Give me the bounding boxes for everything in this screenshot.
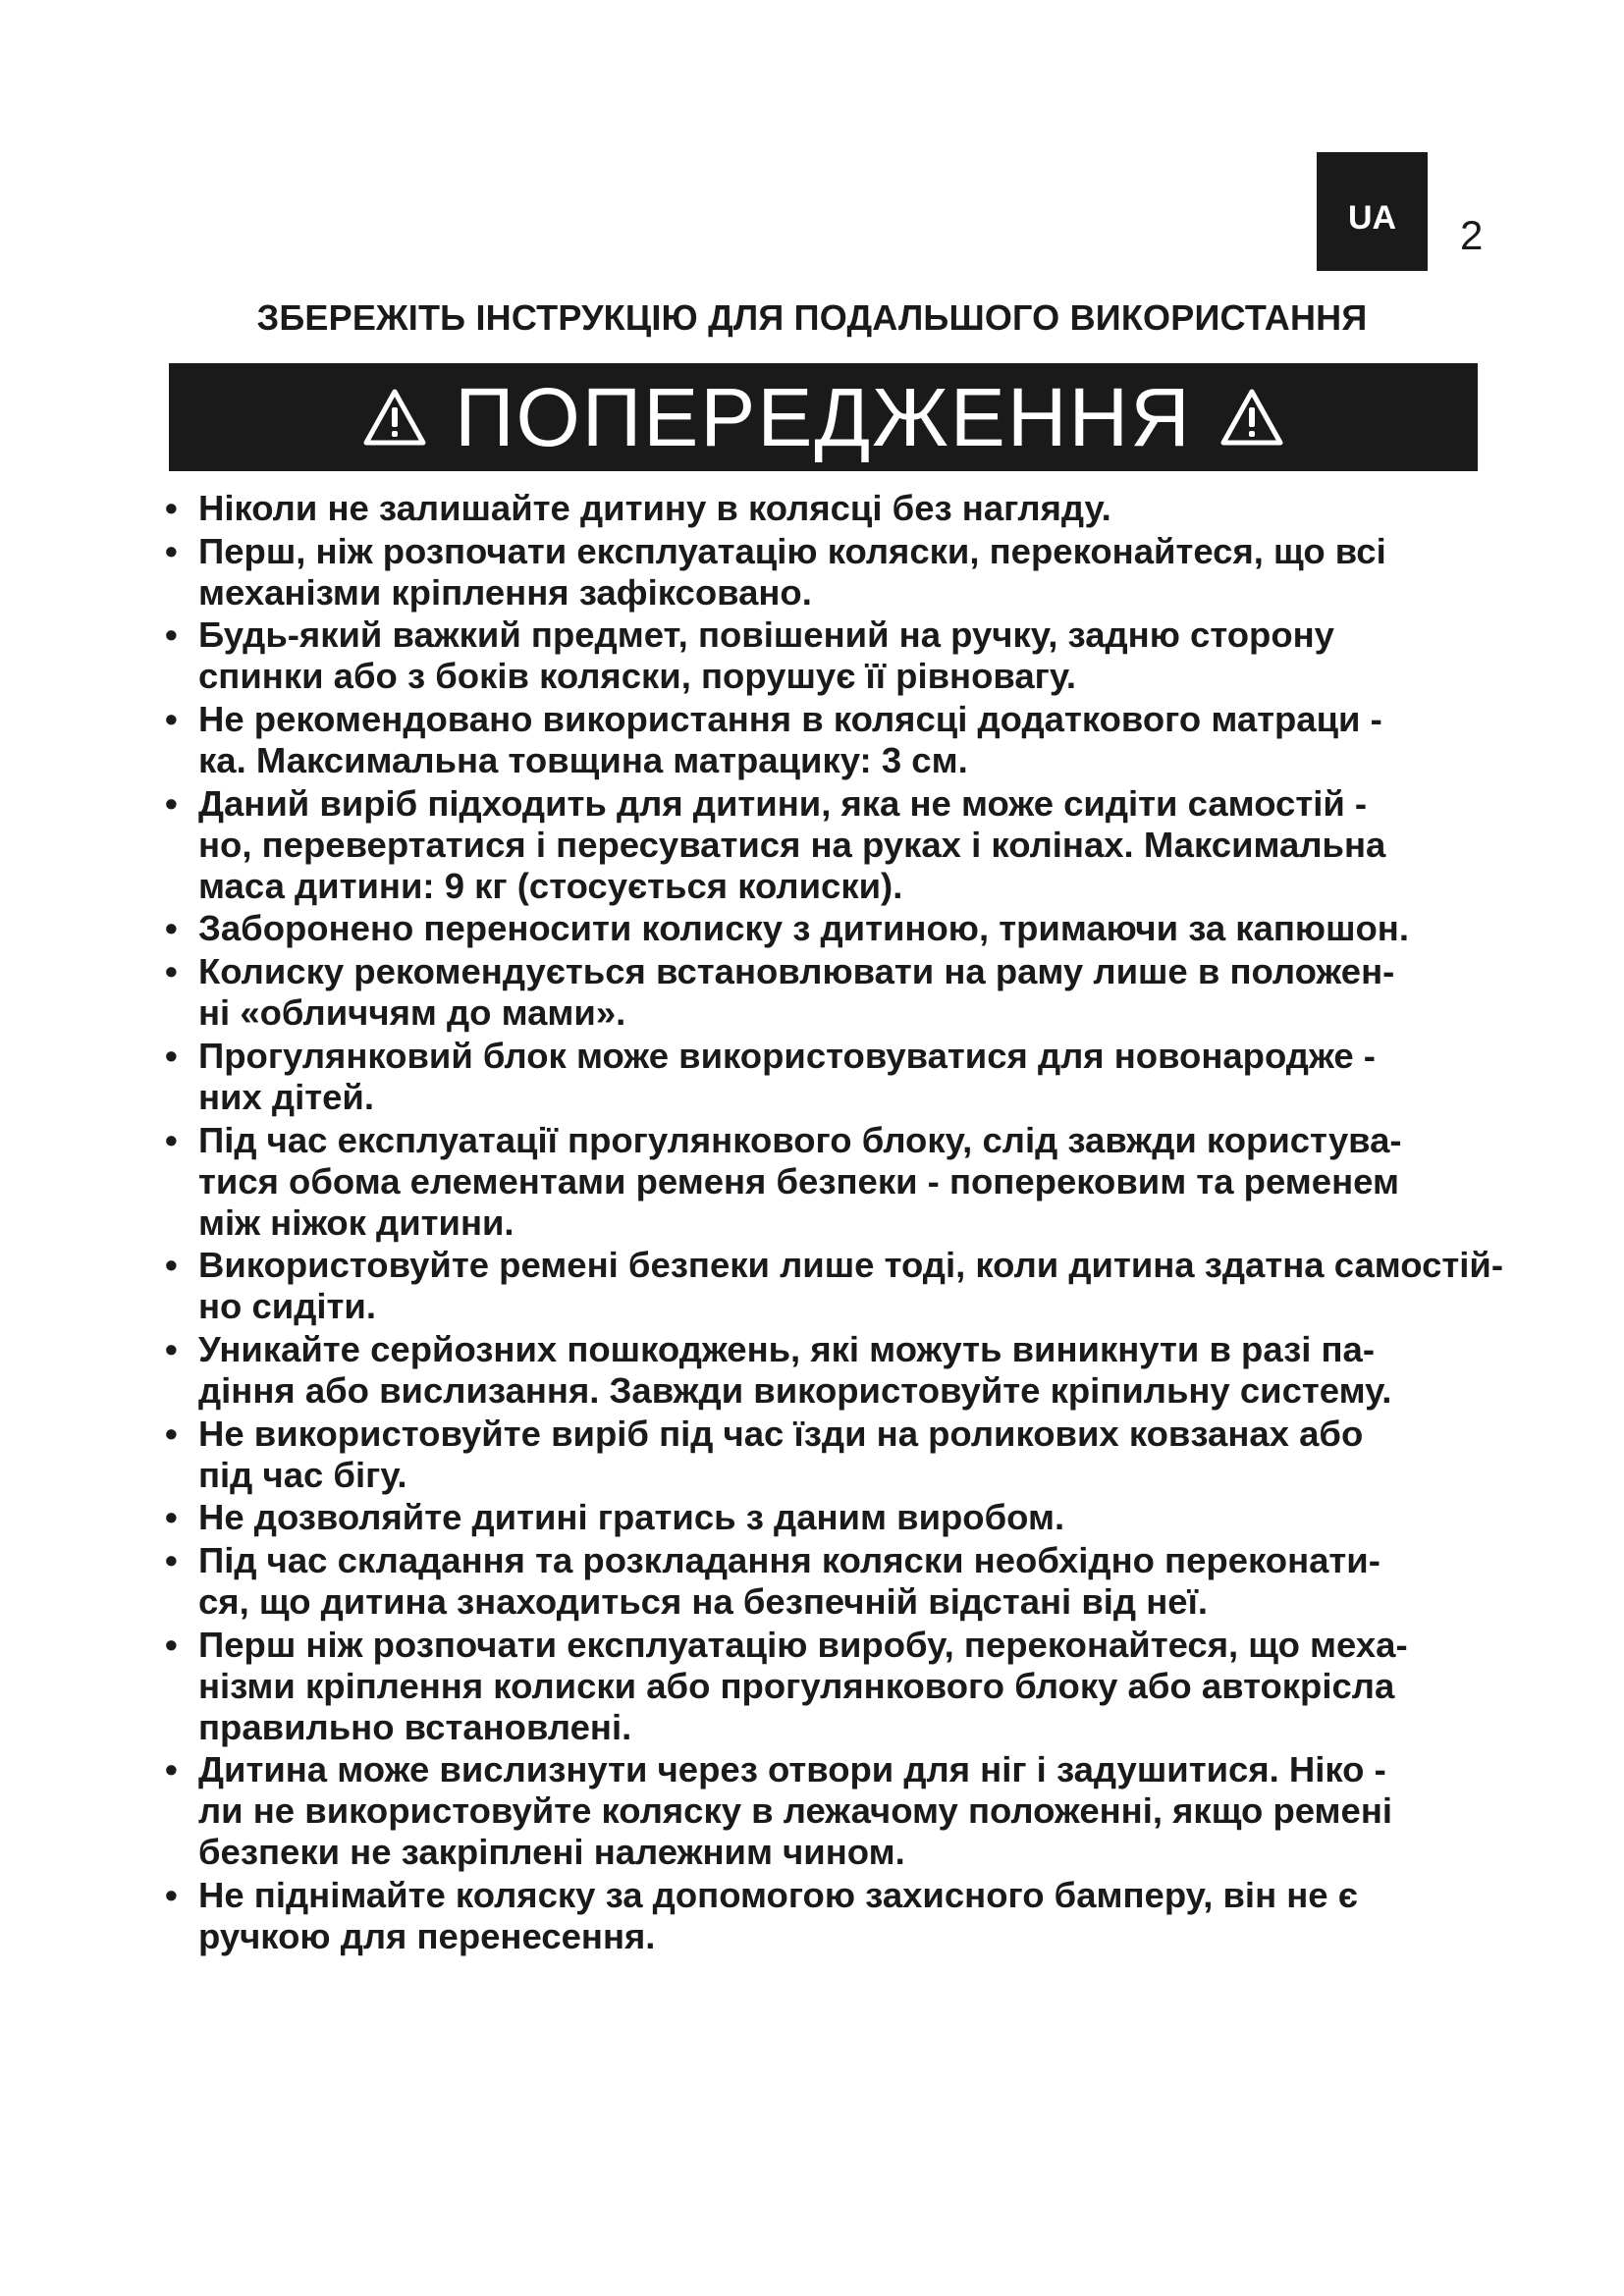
warning-item-line: Не рекомендовано використання в колясці додаткового матраци - (198, 699, 1382, 740)
warning-triangle-icon (362, 388, 427, 447)
warning-item-line: між ніжок дитини. (198, 1201, 514, 1243)
warning-item-line: но сидіти. (198, 1286, 376, 1327)
warning-item (165, 1414, 1492, 1496)
warning-item-line: тися обома елементами ременя безпеки - поперековим та ременем (198, 1160, 1399, 1201)
warning-item-line: ли не використовуйте коляску в лежачому положенні, якщо ремені (198, 1790, 1393, 1832)
warning-item (165, 1120, 1492, 1244)
bullet-point: • (165, 1035, 178, 1076)
warning-item (165, 783, 1492, 907)
warning-item-line: нізми кріплення колиски або прогулянкового блоку або автокрісла (198, 1665, 1395, 1706)
warning-item-line: Не піднімайте коляску за допомогою захисного бамперу, він не є (198, 1875, 1358, 1915)
warning-item-line: Колиску рекомендується встановлювати на раму лише в положен- (198, 951, 1395, 992)
warning-banner (169, 363, 1478, 471)
warning-item-line: правильно встановлені. (198, 1706, 632, 1747)
warning-item-line: Під час складання та розкладання коляски необхідно переконати- (198, 1539, 1380, 1580)
bullet-point: • (165, 1245, 178, 1286)
warning-item-line: но, перевертатися і пересуватися на руках і колінах. Максимальна (198, 824, 1386, 865)
warning-item (165, 1749, 1492, 1873)
warning-list (165, 488, 1504, 1959)
bullet-point: • (165, 951, 178, 992)
page-number: 2 (1460, 212, 1484, 258)
bullet-point: • (165, 488, 178, 528)
bullet-point: • (165, 1539, 178, 1580)
warning-item (165, 1625, 1492, 1748)
warning-triangle-icon (1219, 388, 1284, 447)
warning-item-line: спинки або з боків коляски, порушує її рівновагу. (198, 656, 1077, 697)
language-tab (1317, 152, 1428, 271)
warning-item-line: ся, що дитина знаходиться на безпечній відстані від неї. (198, 1580, 1208, 1622)
warning-item (165, 531, 1492, 614)
warning-item-line: під час бігу. (198, 1454, 407, 1495)
bullet-point: • (165, 614, 178, 656)
warning-item-line: Уникайте серйозних пошкоджень, які можуть виникнути в разі па- (198, 1328, 1376, 1369)
bullet-point: • (165, 1497, 178, 1538)
bullet-point: • (165, 782, 178, 824)
warning-item-line: Не використовуйте виріб під час їзди на роликових ковзанах або (198, 1413, 1364, 1454)
bullet-point: • (165, 1413, 178, 1454)
warning-item (165, 1497, 1492, 1538)
warning-item-line: ні «обличчям до мами». (198, 992, 626, 1034)
warning-item-line: діння або вислизання. Завжди використовуйте кріпильну систему. (198, 1369, 1392, 1411)
bullet-point: • (165, 1119, 178, 1160)
warning-item-line: Ніколи не залишайте дитину в колясці без нагляду. (198, 488, 1111, 528)
warning-item-line: безпеки не закріплені належним чином. (198, 1832, 905, 1873)
bullet-point: • (165, 908, 178, 949)
warning-title: ПОПЕРЕДЖЕННЯ (455, 371, 1192, 463)
save-instructions-heading: ЗБЕРЕЖІТЬ ІНСТРУКЦІЮ ДЛЯ ПОДАЛЬШОГО ВИКОРИСТАННЯ (256, 297, 1368, 338)
warning-item (165, 699, 1492, 781)
warning-item-line: Заборонено переносити колиску з дитиною, тримаючи за капюшон. (198, 908, 1409, 949)
warning-item-line: Перш ніж розпочати експлуатацію виробу, переконайтеся, що меха- (198, 1624, 1408, 1665)
language-code: UA (1347, 199, 1397, 237)
bullet-point: • (165, 1624, 178, 1665)
warning-item-line: Будь-який важкий предмет, повішений на ручку, задню сторону (198, 614, 1334, 656)
warning-item-line: Використовуйте ремені безпеки лише тоді, коли дитина здатна самостій- (198, 1245, 1504, 1286)
warning-item (165, 951, 1492, 1034)
warning-item-line: ручкою для перенесення. (198, 1916, 656, 1956)
bullet-point: • (165, 1749, 178, 1790)
warning-item-line: ка. Максимальна товщина матрацику: 3 см. (198, 740, 968, 781)
warning-item (165, 1875, 1492, 1957)
warning-item (165, 1245, 1504, 1327)
bullet-point: • (165, 1875, 178, 1915)
bullet-point: • (165, 530, 178, 571)
warning-item (165, 1036, 1492, 1118)
warning-item-line: Не дозволяйте дитині гратись з даним виробом. (198, 1497, 1065, 1538)
warning-item (165, 488, 1492, 529)
warning-item-line: Під час експлуатації прогулянкового блоку, слід завжди користува- (198, 1119, 1402, 1160)
warning-item-line: Дитина може вислизнути через отвори для ніг і задушитися. Ніко - (198, 1749, 1386, 1790)
bullet-point: • (165, 1328, 178, 1369)
warning-item-line: механізми кріплення зафіксовано. (198, 571, 812, 613)
warning-item-line: Даний виріб підходить для дитини, яка не може сидіти самостій - (198, 782, 1368, 824)
warning-item-line: них дітей. (198, 1076, 374, 1117)
warning-item-line: Прогулянковий блок може використовуватися для новонародже - (198, 1035, 1376, 1076)
warning-item (165, 614, 1492, 697)
warning-item (165, 1540, 1492, 1623)
bullet-point: • (165, 699, 178, 740)
warning-item-line: Перш, ніж розпочати експлуатацію коляски, переконайтеся, що всі (198, 530, 1386, 571)
warning-item (165, 1329, 1492, 1412)
warning-item (165, 908, 1492, 949)
warning-item-line: маса дитини: 9 кг (стосується колиски). (198, 865, 903, 906)
